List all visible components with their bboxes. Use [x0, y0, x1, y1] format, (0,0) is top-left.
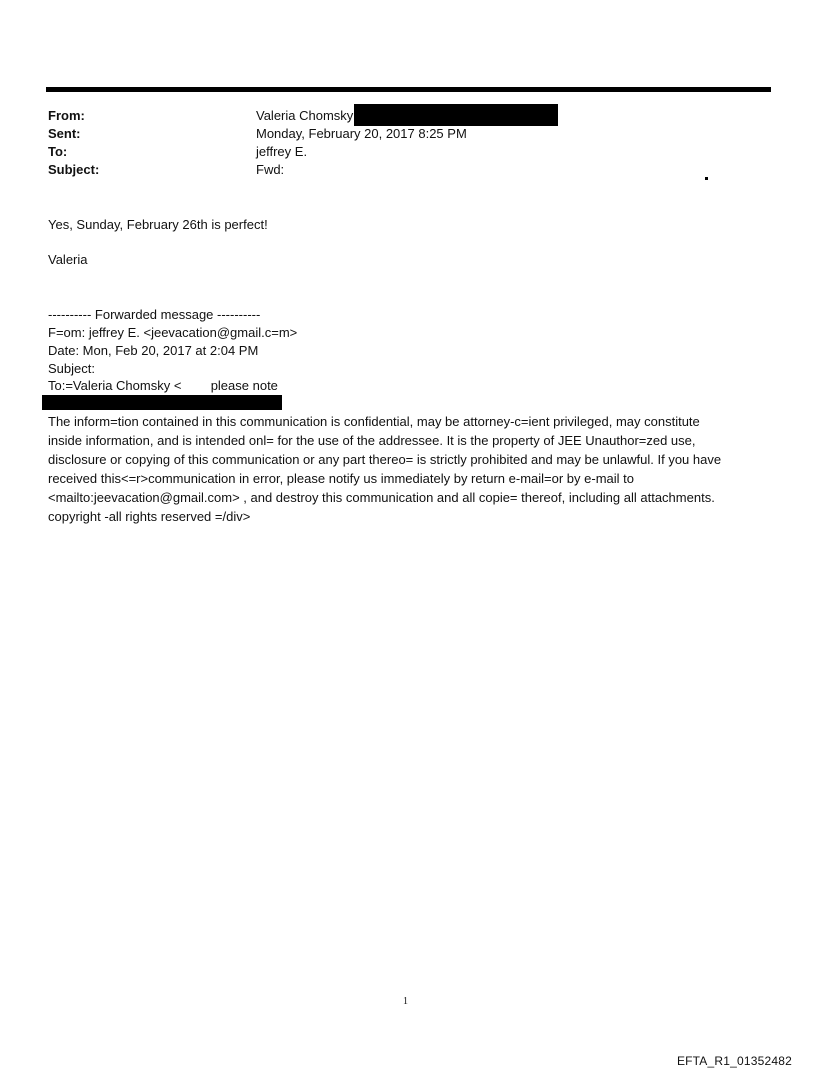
stray-mark: [705, 177, 708, 180]
disclaimer-line: The inform=tion contained in this communication is confidential, may be attorney-c=ient privileged, may constitute: [48, 414, 700, 429]
disclaimer-line: copyright -all rights reserved =/div>: [48, 509, 251, 524]
confidentiality-disclaimer: [48, 412, 768, 526]
from-label: From:: [48, 108, 85, 123]
forwarded-to-note: please note: [210, 378, 278, 393]
subject-value: Fwd:: [256, 162, 285, 177]
sent-value: Monday, February 20, 2017 8:25 PM: [256, 126, 467, 141]
sent-label: Sent:: [48, 126, 81, 141]
forwarded-from-line: F=om: jeffrey E. <jeevacation@gmail.c=m>: [48, 325, 298, 340]
to-label: To:: [48, 144, 68, 159]
redaction-from-email: [354, 104, 558, 126]
header-rule: [46, 87, 771, 92]
signature: Valeria: [48, 252, 88, 267]
disclaimer-line: disclosure or copying of this communication or any part thereo= is strictly prohibited and may be unlawful. If you have: [48, 452, 722, 467]
disclaimer-line: <mailto:jeevacation@gmail.com> , and destroy this communication and all copie= thereof, including all attachments.: [48, 490, 715, 505]
forwarded-to-prefix: To:=Valeria Chomsky <: [48, 378, 182, 393]
reply-line: Yes, Sunday, February 26th is perfect!: [48, 217, 268, 232]
forwarded-to-line: [48, 377, 278, 395]
forwarded-date-line: Date: Mon, Feb 20, 2017 at 2:04 PM: [48, 343, 259, 358]
page-number: 1: [403, 996, 408, 1007]
disclaimer-line: inside information, and is intended onl= for the use of the addressee. It is the property of JEE Unauthor=zed use,: [48, 433, 696, 448]
forwarded-separator: ---------- Forwarded message ----------: [48, 307, 261, 322]
document-id: EFTA_R1_01352482: [676, 1054, 792, 1068]
forwarded-subject-line: Subject:: [48, 361, 95, 376]
from-value: Valeria Chomsky: [256, 108, 354, 123]
to-value: jeffrey E.: [256, 144, 308, 159]
redaction-forwarded-address: [42, 395, 282, 410]
subject-label: Subject:: [48, 162, 100, 177]
disclaimer-line: received this<=r>communication in error, please notify us immediately by return e-mail=or by e-mail to: [48, 471, 634, 486]
